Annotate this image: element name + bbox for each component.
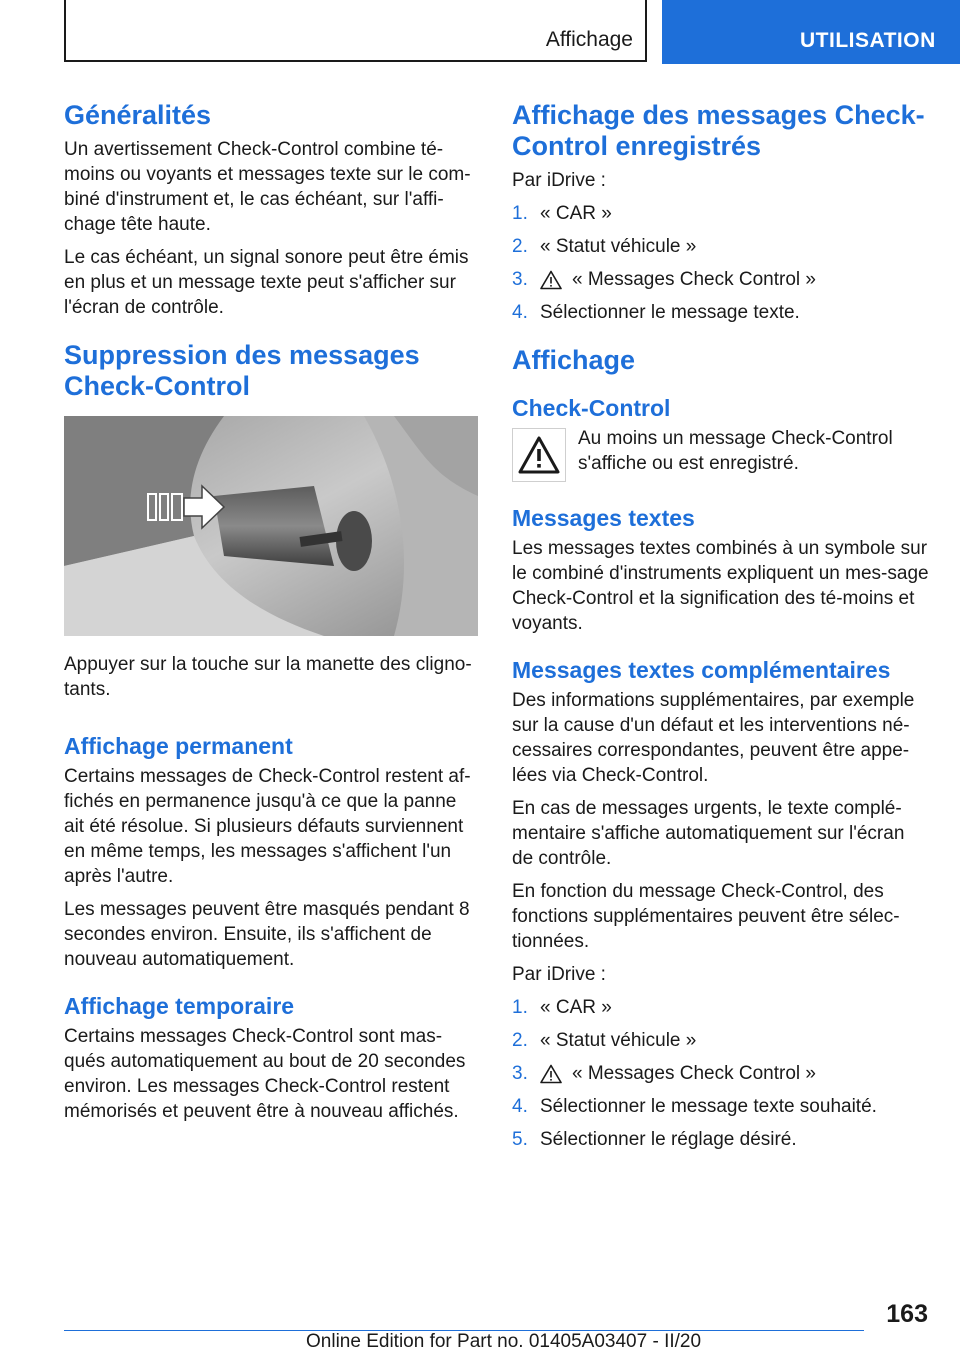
heading-suppression: Suppression des messages Check-Control [64,340,420,401]
paragraph: Certains messages Check-Control sont mas-qués automatiquement au bout de 20 secondes environ. Les messages Check-Control restent mémorisés et peuvent être à nouveau affichés. [64,1026,466,1122]
header-section-title: Affichage [545,28,633,51]
warning-triangle-icon [540,270,562,290]
right-column [512,100,930,1160]
step-number: 3. [512,1063,528,1084]
check-control-block [512,426,930,482]
heading-permanent: Affichage permanent [64,733,293,759]
turn-signal-stalk-illustration [64,416,478,636]
header-section-box [64,0,647,62]
paragraph: Les messages textes combinés à un symbole sur le combiné d'instruments expliquent un mes-sage Check-Control et la signification des té-moins et voyants. [512,538,929,634]
step-number: 5. [512,1129,528,1150]
paragraph: Des informations supplémentaires, par exemple sur la cause d'un défaut et les interventions né-cessaires correspondantes, peuvent être appe-lées via Check-Control. [512,690,915,786]
heading-complementaires: Messages textes complémentaires [512,657,891,683]
step-text: Sélectionner le réglage désiré. [540,1129,797,1150]
heading-messages-textes: Messages textes [512,505,695,531]
warning-triangle-icon [540,1064,562,1084]
step-text: « Statut véhicule » [540,236,697,257]
step-text: Sélectionner le message texte souhaité. [540,1096,877,1117]
paragraph: Un avertissement Check-Control combine té-moins ou voyants et messages texte sur le com-biné d'instrument et, le cas échéant, sur l'affi-chage tête haute. [64,139,471,235]
heading-generalites: Généralités [64,100,212,130]
step-text: « Messages Check Control » [572,1063,816,1084]
step-text: « CAR » [540,203,612,224]
step-text: « Statut véhicule » [540,1030,697,1051]
heading-enregistres: Affichage des messages Check-Control enregistrés [512,100,925,161]
step-text: Sélectionner le message texte. [540,302,800,323]
paragraph: Certains messages de Check-Control restent af-fichés en permanence jusqu'à ce que la panne ait été résolue. Si plusieurs défauts surviennent en même temps, les messages s'affichent l'un après l'autre. [64,766,471,887]
step-number: 1. [512,997,528,1018]
list-item [512,1094,930,1119]
step-text: « CAR » [540,997,612,1018]
step-number: 4. [512,1096,528,1117]
heading-affichage: Affichage [512,345,636,375]
step-number: 4. [512,302,528,323]
list-item [512,995,930,1020]
list-item [512,1127,930,1152]
paragraph: En fonction du message Check-Control, des fonctions supplémentaires peuvent être sélec-tionnées. [512,881,900,952]
paragraph: Par iDrive : [512,964,606,985]
left-column [64,100,478,1132]
heading-check-control: Check-Control [512,395,671,421]
list-item [512,267,930,292]
list-item [512,234,930,259]
paragraph: Le cas échéant, un signal sonore peut être émis en plus et un message texte peut s'afficher sur l'écran de contrôle. [64,247,469,318]
check-control-text: Au moins un message Check-Control s'affiche ou est enregistré. [578,428,893,474]
footer-edition: Online Edition for Part no. 01405A03407 - II/20 [306,1331,702,1352]
step-number: 2. [512,1030,528,1051]
step-number: 2. [512,236,528,257]
list-item [512,300,930,325]
steps-list [512,201,930,325]
warning-triangle-icon [512,428,566,482]
header-chapter-tab [662,0,960,64]
header-chapter-title: UTILISATION [800,29,936,52]
paragraph: Par iDrive : [512,170,606,191]
step-number: 1. [512,203,528,224]
heading-temporaire: Affichage temporaire [64,993,295,1019]
step-number: 3. [512,269,528,290]
step-text: « Messages Check Control » [572,269,816,290]
page-number: 163 [886,1300,928,1328]
list-item [512,1028,930,1053]
paragraph: Les messages peuvent être masqués pendant 8 secondes environ. Ensuite, ils s'affichent de nouveau automatiquement. [64,899,470,970]
figure-caption: Appuyer sur la touche sur la manette des cligno-tants. [64,654,472,700]
list-item [512,1061,930,1086]
steps-list [512,995,930,1152]
list-item [512,201,930,226]
paragraph: En cas de messages urgents, le texte complé-mentaire s'affiche automatiquement sur l'écran de contrôle. [512,798,905,869]
